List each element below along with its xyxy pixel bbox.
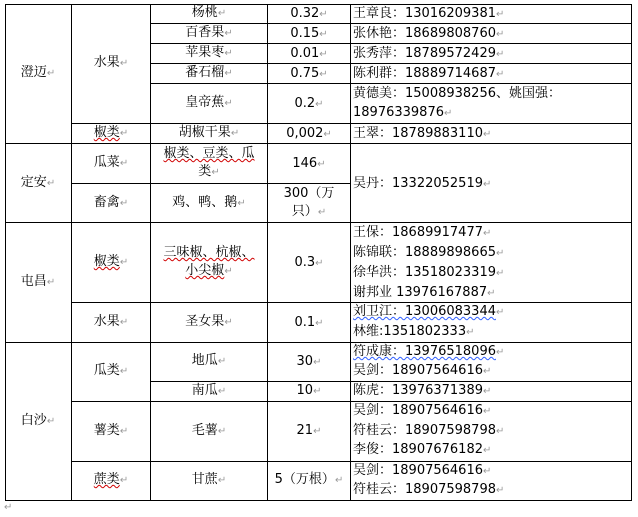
contact-line: 符桂云：18907598798↵	[353, 482, 505, 497]
table-rule	[71, 302, 631, 303]
category-label: 畜禽↵	[93, 195, 129, 210]
amount-value: 0.1↵	[294, 315, 324, 330]
region-name: 屯昌↵	[20, 274, 56, 289]
product-name: 番石榴↵	[185, 65, 233, 80]
amount-value: 146↵	[292, 156, 326, 171]
table-rule	[71, 461, 631, 462]
contact-line: 刘卫江：13006083344↵	[353, 304, 505, 319]
amount-value: 只）↵	[291, 204, 327, 219]
category-label: 蔗类↵	[93, 472, 129, 487]
product-name: 椒类、豆类、瓜	[163, 146, 255, 161]
product-name: 百香果↵	[185, 25, 233, 40]
amount-value: 0.2↵	[294, 96, 324, 111]
product-name: 苹果枣↵	[185, 45, 233, 60]
category-label: 瓜类↵	[93, 363, 129, 378]
product-name: 甘蔗↵	[191, 472, 227, 487]
amount-value: 0.75↵	[290, 66, 328, 81]
contact-line: 吴剑：18907564616↵	[353, 463, 492, 478]
amount-value: 5（万根）↵	[274, 472, 344, 487]
region-name: 定安↵	[20, 175, 56, 190]
contact-line: 谢邦业 13976167887↵	[353, 285, 496, 300]
amount-value: 0.01↵	[290, 46, 328, 61]
contact-line: 符成康：13976518096↵	[353, 344, 505, 359]
contact-line: 陈利群：18889714687↵	[353, 66, 505, 81]
contact-line: 18976339876↵	[353, 105, 453, 120]
table-rule	[631, 4, 632, 501]
product-name: 地瓜↵	[191, 353, 227, 368]
amount-value: 0.3↵	[294, 255, 324, 270]
table-rule	[350, 4, 351, 501]
contact-line: 黄德美：15008938256、姚国强：	[353, 86, 561, 101]
category-label: 薯类↵	[93, 423, 129, 438]
amount-value: 21↵	[296, 423, 322, 438]
contact-line: 徐华洪：13518023319↵	[353, 265, 505, 280]
contact-line: 张秀萍：18789572429↵	[353, 46, 505, 61]
product-name: 类↵	[198, 164, 220, 179]
amount-value: 30↵	[296, 354, 322, 369]
category-label: 水果↵	[93, 55, 129, 70]
contact-line: 王保：18689917477↵	[353, 225, 492, 240]
product-name: 鸡、鸭、鹅↵	[172, 195, 246, 210]
paragraph-mark: ↵	[4, 502, 13, 513]
contact-line: 符桂云：18907598798↵	[353, 423, 505, 438]
product-name: 三味椒、杭椒、	[163, 245, 255, 260]
product-name: 圣女果↵	[185, 314, 233, 329]
category-label: 水果↵	[93, 314, 129, 329]
amount-value: 10↵	[296, 383, 322, 398]
contact-line: 王翠：18789883110↵	[353, 126, 492, 141]
amount-value: 0.32↵	[290, 6, 328, 21]
contact-line: 王章良：13016209381↵	[353, 6, 505, 21]
amount-value: 0,002↵	[286, 126, 332, 141]
contact-line: 吴剑：18907564616↵	[353, 363, 492, 378]
contact-line: 陈锦联：18889898665↵	[353, 245, 505, 260]
region-name: 白沙↵	[20, 413, 56, 428]
category-label: 椒类↵	[93, 125, 129, 140]
table-rule	[71, 401, 631, 402]
product-name: 胡椒干果↵	[178, 125, 240, 140]
product-name: 杨桃↵	[191, 5, 227, 20]
table-rule	[71, 183, 350, 184]
table-rule	[5, 500, 631, 501]
table-rule	[5, 222, 631, 223]
contact-line: 张休艳：18689808760↵	[353, 26, 505, 41]
product-name: 南瓜↵	[191, 383, 227, 398]
table-rule	[5, 342, 631, 343]
category-label: 瓜菜↵	[93, 155, 129, 170]
product-name: 毛薯↵	[191, 423, 227, 438]
region-name: 澄迈↵	[20, 65, 56, 80]
category-label: 椒类↵	[93, 254, 129, 269]
amount-value: 300（万	[283, 186, 335, 201]
contact-line: 林维:1351802333↵	[353, 324, 475, 339]
product-name: 皇帝蕉↵	[185, 95, 233, 110]
contact-line: 吴丹：13322052519↵	[353, 176, 492, 191]
contact-line: 吴剑：18907564616↵	[353, 403, 492, 418]
product-name: 小尖椒↵	[185, 263, 233, 278]
amount-value: 0.15↵	[290, 26, 328, 41]
contact-line: 陈虎：13976371389↵	[353, 383, 492, 398]
contact-line: 李俊：18907676182↵	[353, 442, 492, 457]
